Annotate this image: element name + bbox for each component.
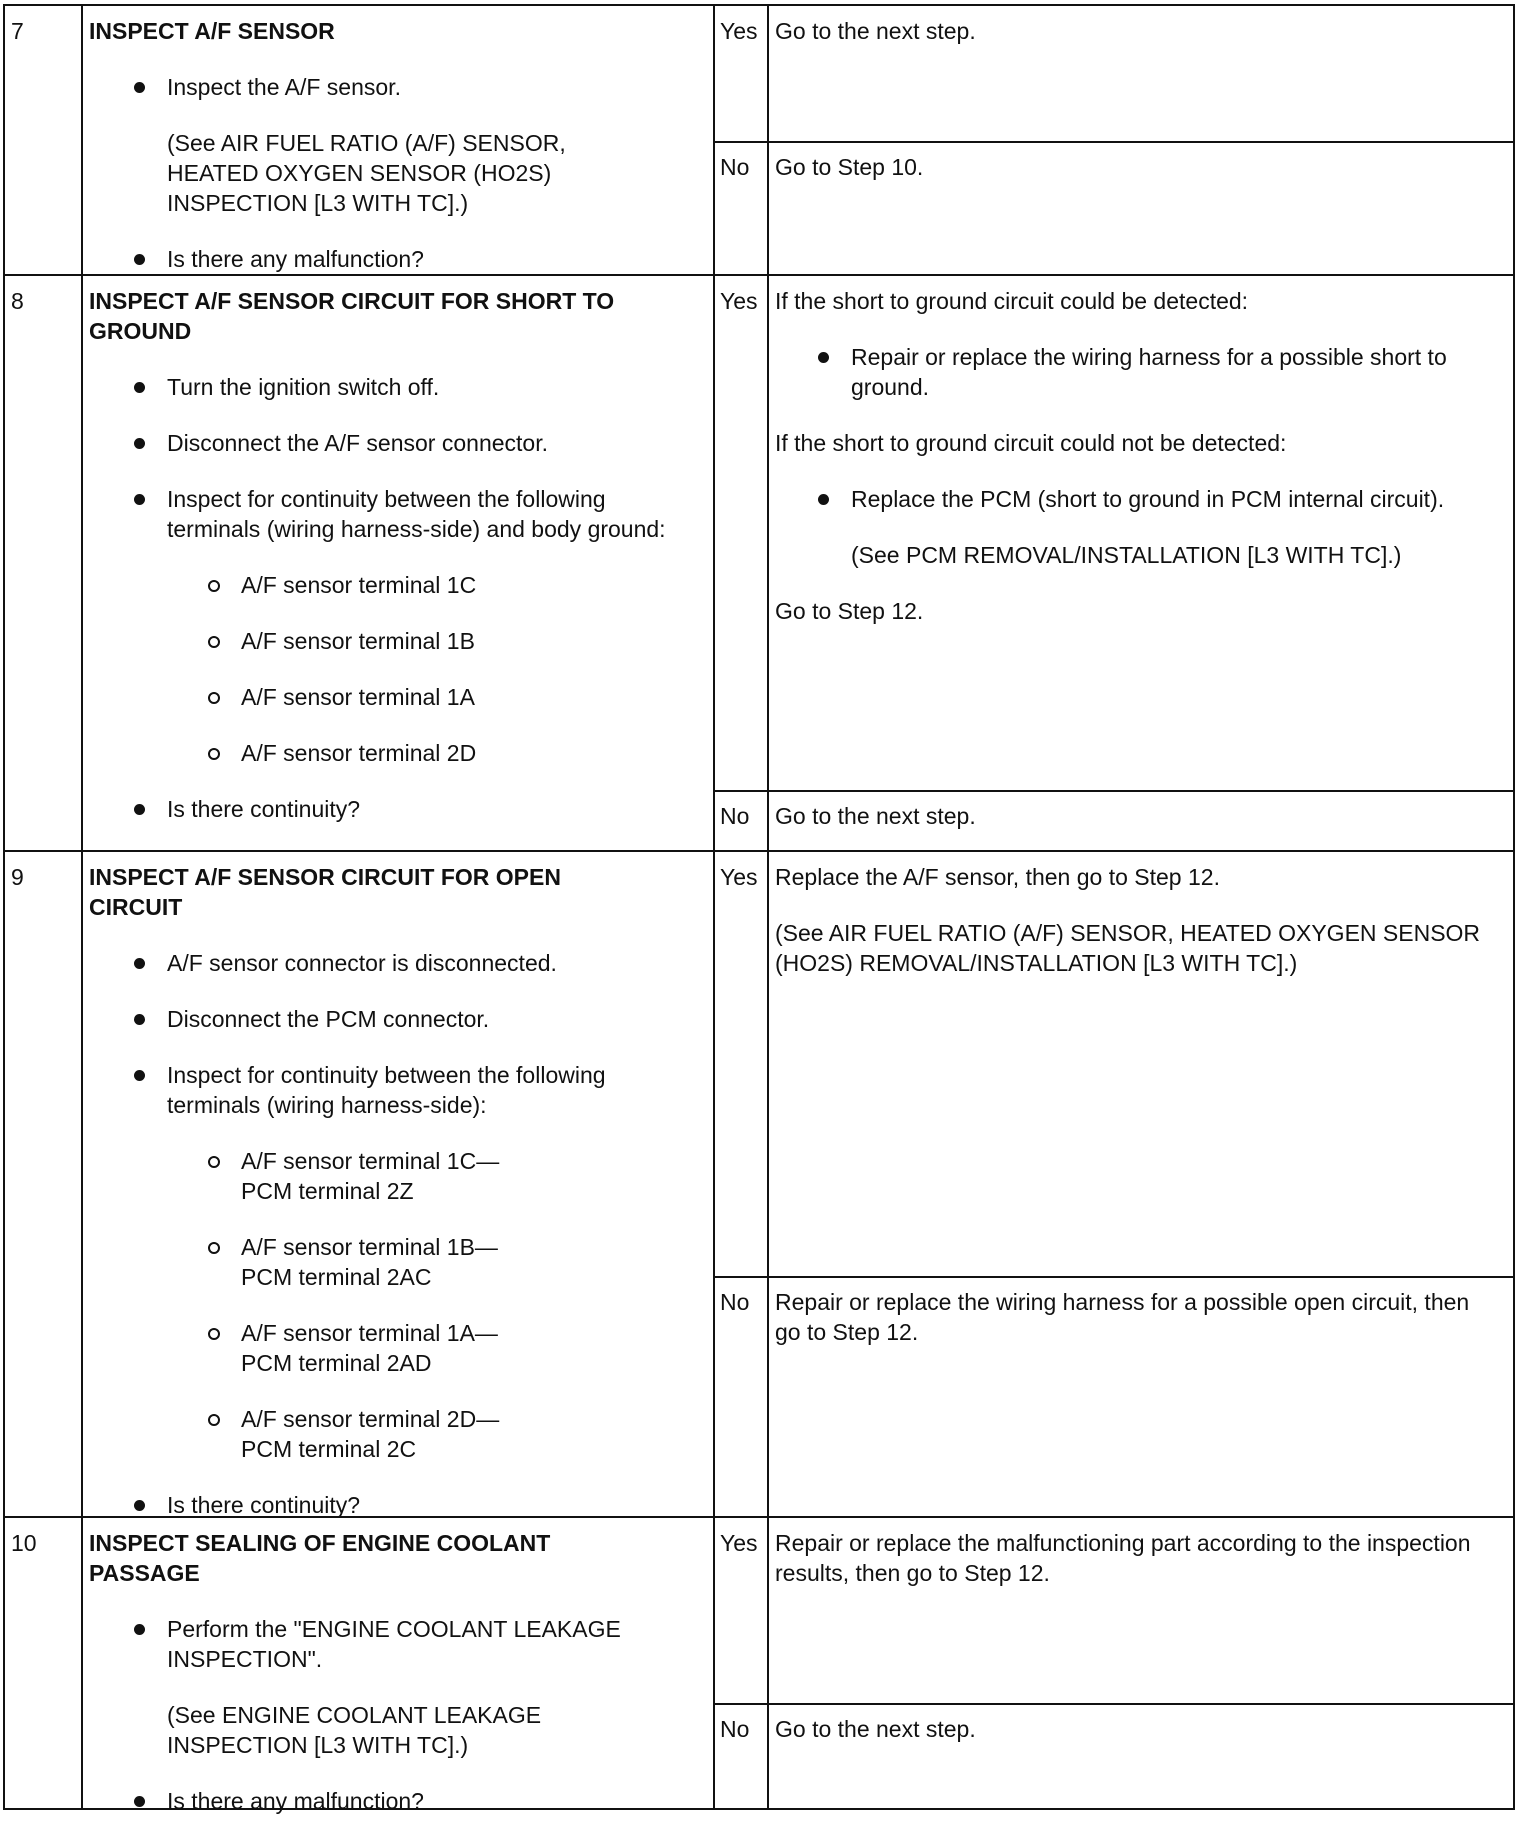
instruction-bullet: Turn the ignition switch off.: [89, 372, 689, 402]
instruction-bullet: Inspect for continuity between the following terminals (wiring harness-side):: [89, 1060, 689, 1120]
no-label: No: [720, 1289, 750, 1315]
terminal-sub-bullet: A/F sensor terminal 1A: [89, 682, 689, 712]
table-border-right: [1513, 4, 1515, 1810]
yes-label: Yes: [720, 18, 758, 44]
no-action: [775, 801, 1500, 857]
action-text: Go to Step 10.: [775, 154, 924, 180]
instruction-bullet: Is there any malfunction?: [89, 1786, 689, 1816]
instruction-bullet: Inspect the A/F sensor.: [89, 72, 689, 102]
action-text: Go to the next step.: [775, 803, 976, 829]
column-divider: [767, 4, 769, 1810]
instruction-bullet: Disconnect the A/F sensor connector.: [89, 428, 689, 458]
reference-note: (See ENGINE COOLANT LEAKAGE INSPECTION [L3 WITH TC].): [167, 1702, 542, 1758]
step-instructions: [89, 862, 689, 1546]
action-text: Repair or replace the wiring harness for a possible open circuit, then go to Step 12.: [775, 1289, 1470, 1345]
terminal-sub-bullet: A/F sensor terminal 1B: [89, 626, 689, 656]
action-text: Go to the next step.: [775, 18, 976, 44]
no-action: [775, 152, 1500, 208]
yes-label: Yes: [720, 288, 758, 314]
table-border-top: [3, 4, 1515, 6]
step-title: INSPECT SEALING OF ENGINE COOLANT PASSAGE: [89, 1530, 551, 1586]
yes-no-divider: [713, 141, 1515, 143]
terminal-sub-bullet: A/F sensor terminal 1C: [89, 570, 689, 600]
terminal-sub-bullet: A/F sensor terminal 1B—PCM terminal 2AC: [89, 1232, 689, 1292]
yes-action: [775, 1528, 1500, 1614]
action-text: Repair or replace the malfunctioning part according to the inspection results, then go to Step 12.: [775, 1530, 1471, 1586]
reference-note: (See AIR FUEL RATIO (A/F) SENSOR, HEATED OXYGEN SENSOR (HO2S) REMOVAL/INSTALLATION [L3 WITH TC].): [775, 920, 1481, 976]
yes-label: Yes: [720, 1530, 758, 1556]
step-instructions: [89, 16, 689, 300]
reference-note: (See PCM REMOVAL/INSTALLATION [L3 WITH TC].): [851, 542, 1402, 568]
action-text: Replace the A/F sensor, then go to Step 12.: [775, 864, 1220, 890]
no-action: [775, 1287, 1500, 1373]
column-divider: [81, 4, 83, 1810]
step-number: 7: [11, 18, 24, 44]
instruction-bullet: Is there any malfunction?: [89, 244, 689, 274]
diagnostic-procedure-table: [3, 4, 1515, 1814]
instruction-bullet: Perform the "ENGINE COOLANT LEAKAGE INSPECTION".: [89, 1614, 689, 1674]
instruction-bullet: Is there continuity?: [89, 1490, 689, 1520]
action-text: Go to the next step.: [775, 1716, 976, 1742]
terminal-sub-bullet: A/F sensor terminal 2D: [89, 738, 689, 768]
yes-label: Yes: [720, 864, 758, 890]
instruction-bullet: Disconnect the PCM connector.: [89, 1004, 689, 1034]
action-text: If the short to ground circuit could be detected:: [775, 288, 1249, 314]
yes-no-divider: [713, 1276, 1515, 1278]
step-title: INSPECT A/F SENSOR: [89, 18, 335, 44]
yes-no-divider: [713, 790, 1515, 792]
yes-action: [775, 16, 1500, 72]
instruction-bullet: Is there continuity?: [89, 794, 689, 824]
yes-no-divider: [713, 1703, 1515, 1705]
yes-action: [775, 286, 1500, 652]
action-text: Go to Step 12.: [775, 598, 924, 624]
instruction-bullet: A/F sensor connector is disconnected.: [89, 948, 689, 978]
yes-action: [775, 862, 1500, 1004]
table-border-left: [3, 4, 5, 1810]
no-action: [775, 1714, 1500, 1770]
step-instructions: [89, 286, 689, 850]
instruction-bullet: Inspect for continuity between the following terminals (wiring harness-side) and body ground:: [89, 484, 689, 544]
column-divider: [713, 4, 715, 1810]
action-bullet: Replace the PCM (short to ground in PCM internal circuit).: [775, 484, 1500, 514]
step-title: INSPECT A/F SENSOR CIRCUIT FOR SHORT TO GROUND: [89, 288, 615, 344]
step-instructions: [89, 1528, 689, 1842]
step-number: 10: [11, 1530, 37, 1556]
step-title: INSPECT A/F SENSOR CIRCUIT FOR OPEN CIRCUIT: [89, 864, 561, 920]
step-number: 9: [11, 864, 24, 890]
no-label: No: [720, 803, 750, 829]
reference-note: (See AIR FUEL RATIO (A/F) SENSOR, HEATED OXYGEN SENSOR (HO2S) INSPECTION [L3 WITH TC].): [167, 130, 566, 216]
action-text: If the short to ground circuit could not be detected:: [775, 430, 1287, 456]
no-label: No: [720, 1716, 750, 1742]
terminal-sub-bullet: A/F sensor terminal 1A—PCM terminal 2AD: [89, 1318, 689, 1378]
action-bullet: Repair or replace the wiring harness for a possible short to ground.: [775, 342, 1500, 402]
step-number: 8: [11, 288, 24, 314]
terminal-sub-bullet: A/F sensor terminal 2D—PCM terminal 2C: [89, 1404, 689, 1464]
no-label: No: [720, 154, 750, 180]
terminal-sub-bullet: A/F sensor terminal 1C—PCM terminal 2Z: [89, 1146, 689, 1206]
